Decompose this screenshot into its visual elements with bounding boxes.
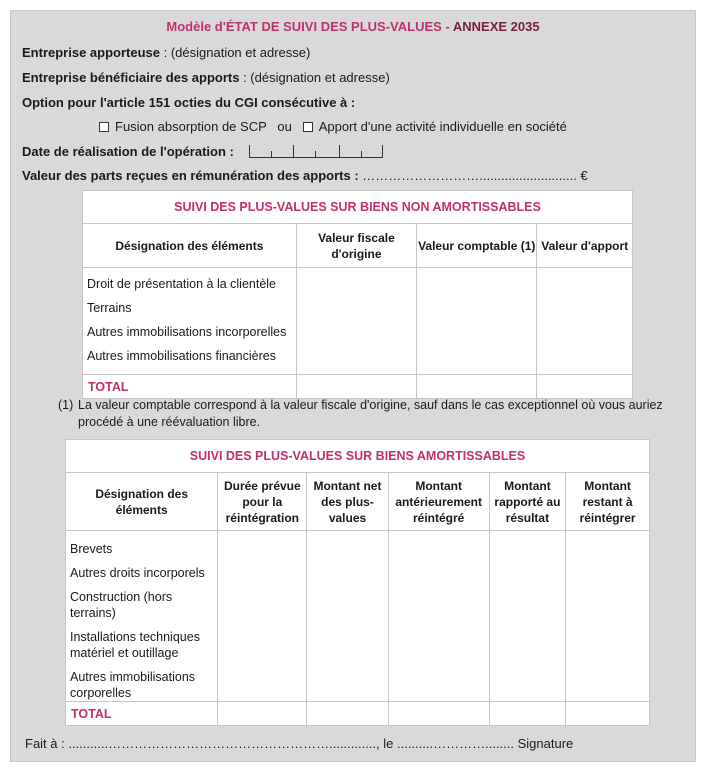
table2-header: Montant rapporté au résultat <box>489 473 566 531</box>
fusion-checkbox[interactable] <box>99 122 109 132</box>
table2-header: Montant antérieurement réintégré <box>388 473 489 531</box>
list-item: Construction (hors terrains) <box>70 590 173 620</box>
table1-items <box>83 268 297 375</box>
table1-header: Valeur d'apport <box>537 224 633 268</box>
beneficiaire-line: Entreprise bénéficiaire des apports : (désignation et adresse) <box>22 70 390 85</box>
list-item: Autres immobilisations financières <box>87 349 276 363</box>
valeur-line: Valeur des parts reçues en rémunération des apports : ………………………........................... € <box>22 168 588 183</box>
table2-header: Montant restant à réintégrer <box>566 473 650 531</box>
apporteuse-line: Entreprise apporteuse : (désignation et adresse) <box>22 45 311 60</box>
table2-total-cell[interactable] <box>388 702 489 726</box>
table-non-amortissables <box>82 190 633 399</box>
table2-items <box>66 531 218 702</box>
table1-header: Valeur comptable (1) <box>417 224 537 268</box>
table1-header: Valeur fiscale d'origine <box>296 224 416 268</box>
table1-cell[interactable] <box>417 268 537 375</box>
table1-header: Désignation des éléments <box>83 224 297 268</box>
table1-title: SUIVI DES PLUS-VALUES SUR BIENS NON AMORTISSABLES <box>83 191 633 224</box>
table2-cell[interactable] <box>489 531 566 702</box>
option-line: Option pour l'article 151 octies du CGI consécutive à : <box>22 95 356 110</box>
table2-cell[interactable] <box>566 531 650 702</box>
table1-cell[interactable] <box>537 268 633 375</box>
form-title: Modèle d'ÉTAT DE SUIVI DES PLUS-VALUES - ANNEXE 2035 <box>166 19 540 34</box>
table2-header: Montant net des plus-values <box>307 473 388 531</box>
option-choices: Fusion absorption de SCP ou Apport d'une activité individuelle en société <box>99 119 567 134</box>
table2-total-cell[interactable] <box>307 702 388 726</box>
footnote-number: (1) <box>58 398 74 412</box>
table2-cell[interactable] <box>388 531 489 702</box>
table2-cell[interactable] <box>307 531 388 702</box>
table2-total-cell[interactable] <box>218 702 307 726</box>
list-item: Autres immobilisations incorporelles <box>87 325 287 339</box>
date-line: Date de réalisation de l'opération : <box>22 144 383 159</box>
date-field[interactable] <box>249 145 383 158</box>
table2-total-cell[interactable] <box>566 702 650 726</box>
apport-checkbox[interactable] <box>303 122 313 132</box>
table2-header: Durée prévue pour la réintégration <box>218 473 307 531</box>
table2-header: Désignation des éléments <box>66 473 218 531</box>
table1-total-cell[interactable] <box>417 375 537 399</box>
table2-title: SUIVI DES PLUS-VALUES SUR BIENS AMORTISSABLES <box>66 440 650 473</box>
list-item: Installations techniques matériel et outillage <box>70 630 200 660</box>
table2-cell[interactable] <box>218 531 307 702</box>
table1-total-label: TOTAL <box>83 375 297 399</box>
footnote-text: La valeur comptable correspond à la valeur fiscale d'origine, sauf dans le cas exceptionnel où vous auriez procédé à une réévaluation libre. <box>78 398 663 429</box>
table2-total-label: TOTAL <box>66 702 218 726</box>
table2-total-cell[interactable] <box>489 702 566 726</box>
table-amortissables <box>65 439 650 726</box>
list-item: Autres immobilisations corporelles <box>70 670 196 700</box>
form-frame <box>10 10 696 762</box>
signature-line: Fait à : ...........……………………………………………............., le ..........…………........ Signature <box>25 736 574 751</box>
list-item: Brevets <box>70 542 113 556</box>
footnote <box>58 397 678 431</box>
list-item: Autres droits incorporels <box>70 566 205 580</box>
table1-cell[interactable] <box>296 268 416 375</box>
table1-total-cell[interactable] <box>296 375 416 399</box>
list-item: Droit de présentation à la clientèle <box>87 277 277 291</box>
table1-total-cell[interactable] <box>537 375 633 399</box>
list-item: Terrains <box>87 301 132 315</box>
